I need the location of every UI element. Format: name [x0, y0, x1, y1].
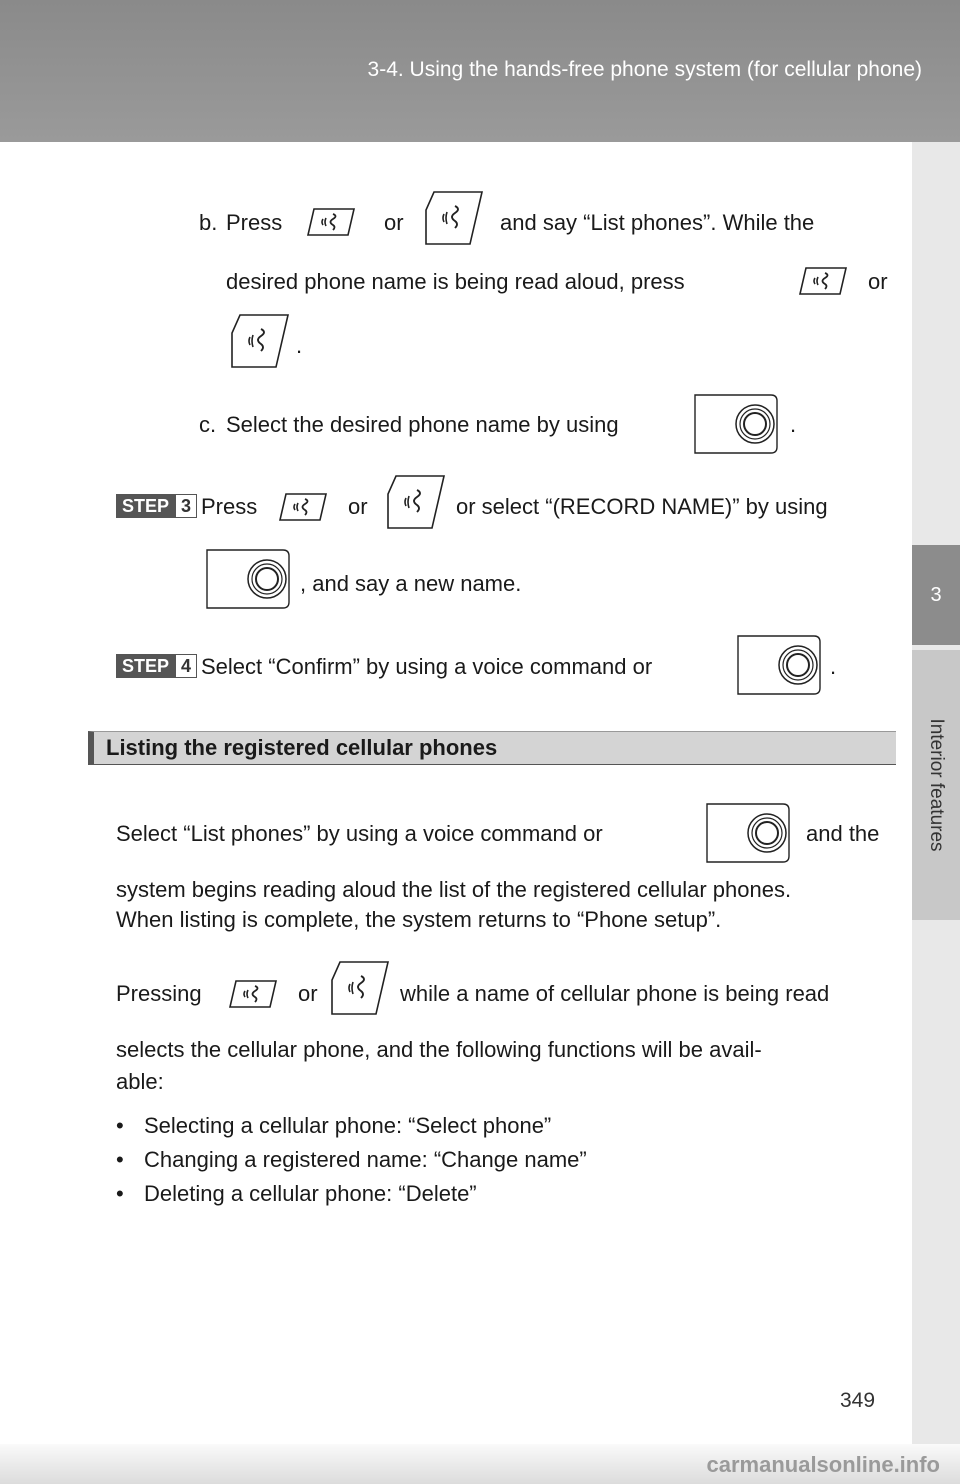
list-item: Changing a registered name: “Change name”: [144, 1147, 587, 1172]
step-3-text-1: Press: [201, 494, 258, 519]
talk-switch-icon: [386, 474, 446, 530]
para2-text-3: while a name of cellular phone is being read: [400, 981, 830, 1006]
bullet-marker: •: [116, 1113, 124, 1138]
tune-file-knob-icon: [705, 802, 791, 864]
step-c-text-1: Select the desired phone name by using: [226, 412, 619, 437]
tune-file-knob-icon: [693, 393, 779, 455]
para1-text-1: Select “List phones” by using a voice command or: [116, 821, 603, 846]
para2-text-4: selects the cellular phone, and the following functions will be avail-: [116, 1037, 762, 1062]
step-b-text-4: desired phone name is being read aloud, press: [226, 269, 685, 294]
list-item: Deleting a cellular phone: “Delete”: [144, 1181, 477, 1206]
para2-text-1: Pressing: [116, 981, 202, 1006]
step-4-badge: [116, 654, 197, 678]
talk-switch-icon: [278, 492, 328, 522]
para2-text-2: or: [298, 981, 318, 1006]
list-item: Selecting a cellular phone: “Select phone”: [144, 1113, 552, 1138]
talk-switch-icon: [306, 207, 356, 237]
para2-text-5: able:: [116, 1069, 164, 1094]
step-c-label: c.: [199, 412, 217, 437]
page-header: [0, 0, 960, 142]
chapter-number: 3: [912, 545, 960, 645]
chapter-label: Interior features: [926, 718, 947, 852]
step-4-text-1: Select “Confirm” by using a voice command or: [201, 654, 653, 679]
step-3-text-3: or select “(RECORD NAME)” by using: [456, 494, 828, 519]
talk-switch-icon: [230, 313, 290, 369]
bullet-marker: •: [116, 1181, 124, 1206]
step-word: STEP: [116, 654, 175, 678]
para1-text-4: When listing is complete, the system returns to “Phone setup”.: [116, 907, 722, 932]
tune-file-knob-icon: [736, 634, 822, 696]
talk-switch-icon: [798, 266, 848, 296]
step-word: STEP: [116, 494, 175, 518]
watermark-text: carmanualsonline.info: [706, 1452, 940, 1477]
step-b-label: b.: [199, 210, 218, 235]
step-b-text-6: .: [296, 333, 303, 358]
tune-file-knob-icon: [205, 548, 291, 610]
talk-switch-icon: [330, 960, 390, 1016]
section-title: Listing the registered cellular phones: [106, 735, 498, 760]
step-b-text-5: or: [868, 269, 888, 294]
step-c-text-2: .: [790, 412, 797, 437]
step-4-text-2: .: [830, 654, 837, 679]
step-3-text-2: or: [348, 494, 368, 519]
step-b-text-2: or: [384, 210, 404, 235]
page-number: 349: [840, 1389, 876, 1412]
step-3-text-4: , and say a new name.: [300, 571, 522, 596]
step-number: 4: [175, 654, 197, 678]
talk-switch-icon: [424, 190, 484, 246]
section-heading: [88, 731, 896, 765]
step-3-badge: [116, 494, 197, 518]
step-b-text-1: Press: [226, 210, 283, 235]
watermark-band: [0, 1444, 960, 1484]
talk-switch-icon: [228, 979, 278, 1009]
step-number: 3: [175, 494, 197, 518]
chapter-tab: [912, 650, 960, 920]
para1-text-2: and the: [806, 821, 880, 846]
para1-text-3: system begins reading aloud the list of the registered cellular phones.: [116, 877, 792, 902]
step-b-text-3: and say “List phones”. While the: [500, 210, 815, 235]
bullet-marker: •: [116, 1147, 124, 1172]
header-title: 3-4. Using the hands-free phone system (for cellular phone): [367, 58, 922, 81]
